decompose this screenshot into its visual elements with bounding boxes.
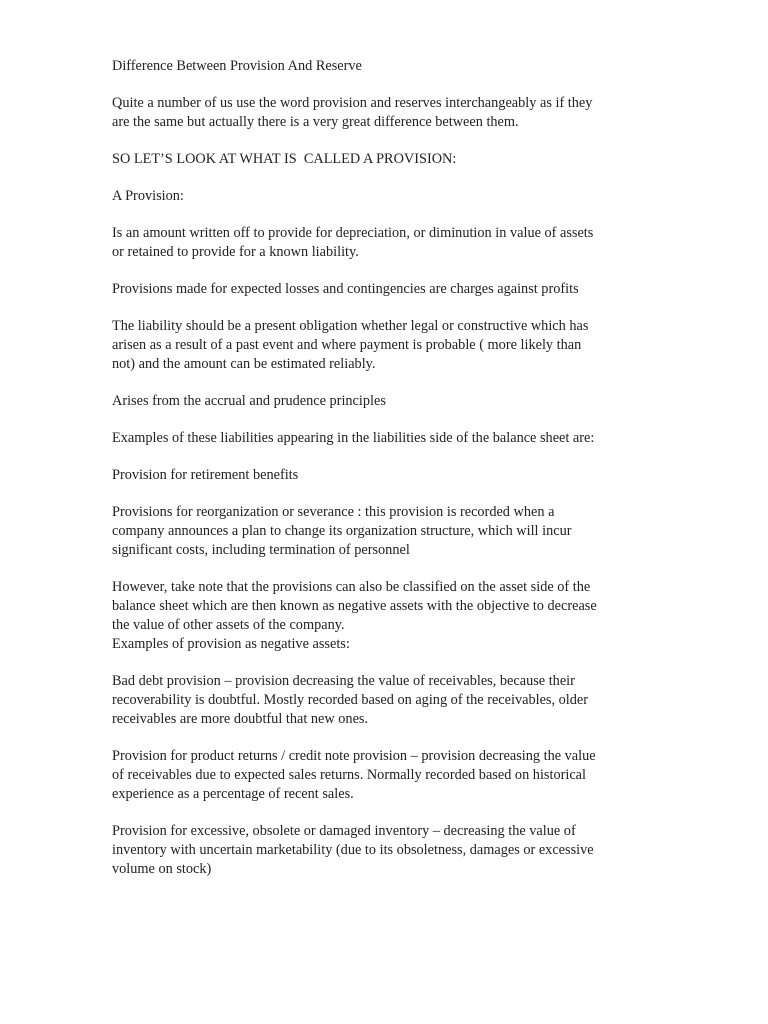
negative-assets-intro: Examples of provision as negative assets: bbox=[112, 636, 350, 652]
inventory-paragraph: Provision for excessive, obsolete or damaged inventory – decreasing the value of inventory with uncertain marketability (due to its obsoletness, damages or excessive volume on stock) bbox=[112, 823, 594, 877]
liability-paragraph: The liability should be a present obligation whether legal or constructive which has arisen as a result of a past event and where payment is probable ( more likely than not) and the amount can be estimated reliably. bbox=[112, 318, 589, 372]
examples-intro-paragraph: Examples of these liabilities appearing in the liabilities side of the balance sheet are: bbox=[112, 430, 595, 446]
document-body bbox=[112, 57, 672, 897]
subheading: A Provision: bbox=[112, 188, 184, 204]
example-retirement: Provision for retirement benefits bbox=[112, 467, 299, 483]
product-returns-paragraph: Provision for product returns / credit note provision – provision decreasing the value of receivables due to expected sales returns. Normally recorded based on historical experience as a percentage of recent sales. bbox=[112, 748, 596, 802]
document-title: Difference Between Provision And Reserve bbox=[112, 58, 362, 74]
section-heading: SO LET’S LOOK AT WHAT IS CALLED A PROVISION: bbox=[112, 151, 457, 167]
charges-paragraph: Provisions made for expected losses and contingencies are charges against profits bbox=[112, 281, 579, 297]
intro-paragraph: Quite a number of us use the word provision and reserves interchangeably as if they are the same but actually there is a very great difference between them. bbox=[112, 95, 593, 130]
principles-paragraph: Arises from the accrual and prudence principles bbox=[112, 393, 386, 409]
definition-paragraph: Is an amount written off to provide for depreciation, or diminution in value of assets or retained to provide for a known liability. bbox=[112, 225, 594, 260]
bad-debt-paragraph: Bad debt provision – provision decreasing the value of receivables, because their recoverability is doubtful. Mostly recorded based on aging of the receivables, older receivables are more doubtful that new ones. bbox=[112, 673, 589, 727]
asset-side-paragraph: However, take note that the provisions can also be classified on the asset side of the balance sheet which are then known as negative assets with the objective to decrease the value of other assets of the company. bbox=[112, 579, 597, 633]
example-reorganization: Provisions for reorganization or severance : this provision is recorded when a company announces a plan to change its organization structure, which will incur significant costs, including termination of personnel bbox=[112, 504, 572, 558]
